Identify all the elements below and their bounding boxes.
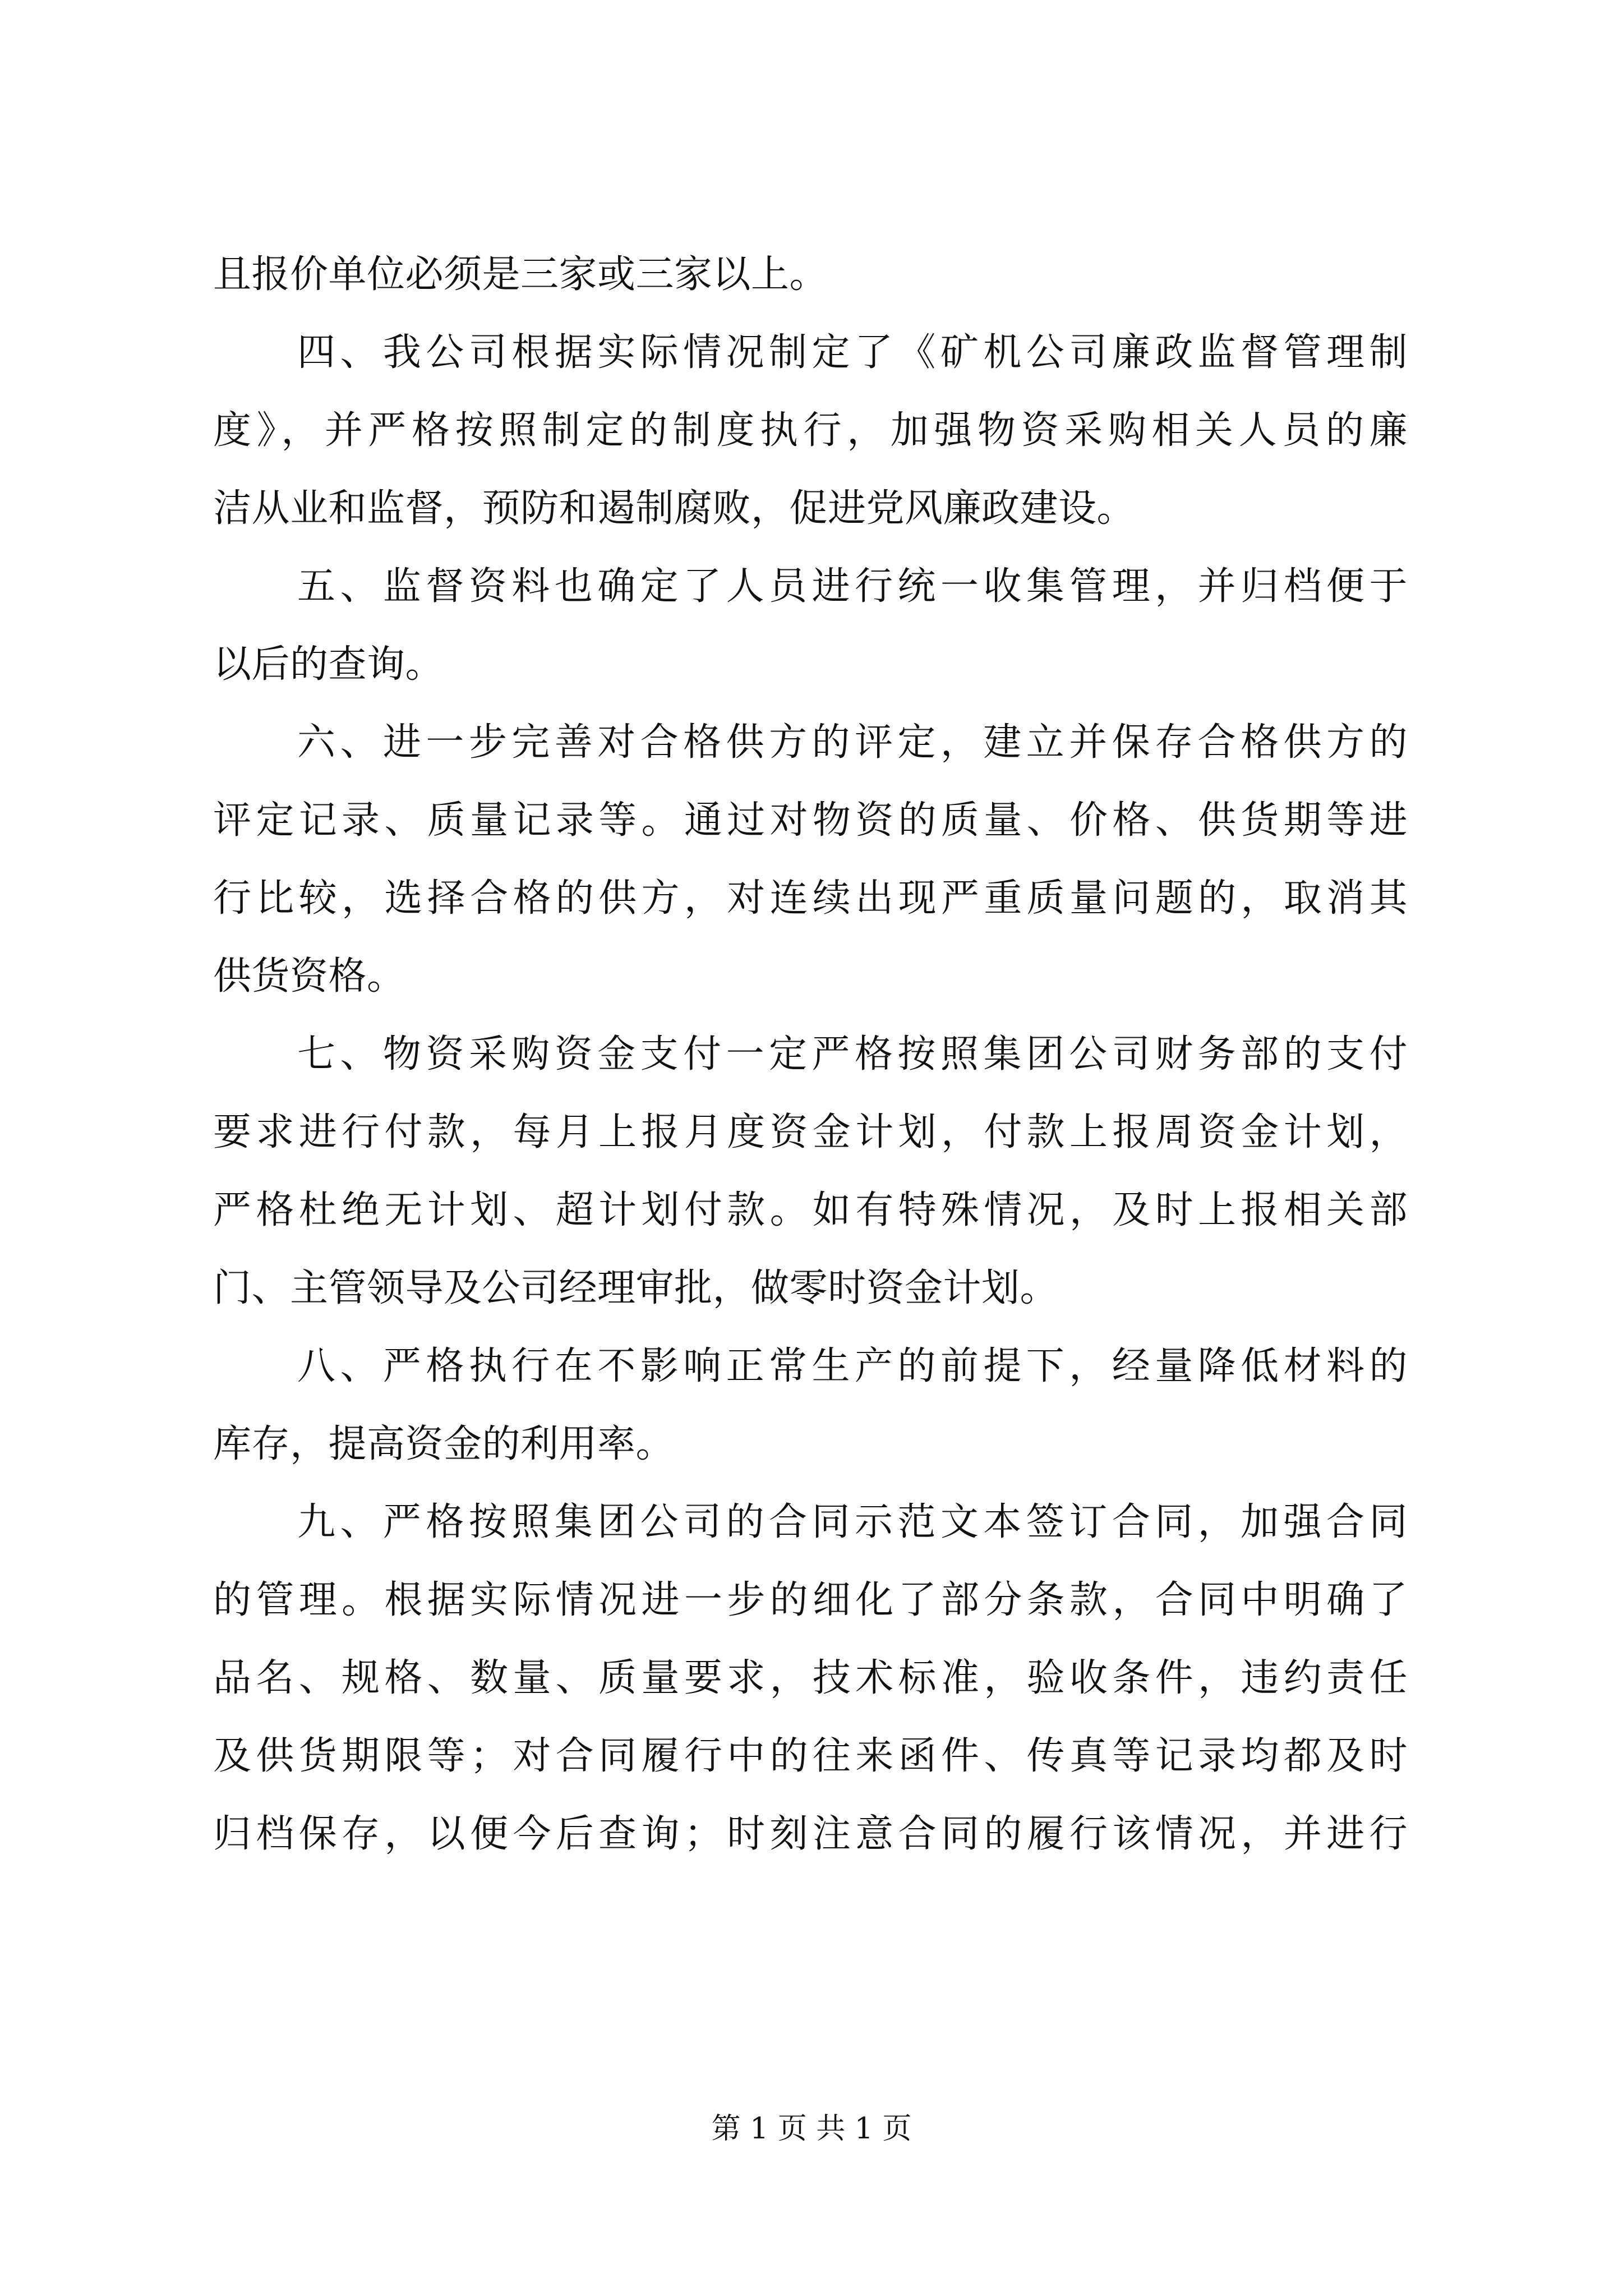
text-line: 及供货期限等；对合同履行中的往来函件、传真等记录均都及时 bbox=[213, 1734, 1408, 1778]
text-line: 评定记录、质量记录等。通过对物资的质量、价格、供货期等进 bbox=[213, 798, 1408, 843]
text-line: 归档保存，以便今后查询；时刻注意合同的履行该情况，并进行 bbox=[213, 1812, 1408, 1856]
text-line: 供货资格。 bbox=[213, 954, 405, 999]
text-line: 严格杜绝无计划、超计划付款。如有特殊情况，及时上报相关部 bbox=[213, 1188, 1408, 1232]
text-line: 的管理。根据实际情况进一步的细化了部分条款，合同中明确了 bbox=[213, 1578, 1408, 1622]
text-line: 洁从业和监督，预防和遏制腐败，促进党风廉政建设。 bbox=[213, 486, 1136, 531]
text-line: 六、进一步完善对合格供方的评定，建立并保存合格供方的 bbox=[297, 720, 1408, 765]
text-line: 要求进行付款，每月上报月度资金计划，付款上报周资金计划， bbox=[213, 1110, 1408, 1154]
text-line: 七、物资采购资金支付一定严格按照集团公司财务部的支付 bbox=[297, 1032, 1408, 1076]
text-line: 以后的查询。 bbox=[213, 642, 444, 687]
text-line: 行比较，选择合格的供方，对连续出现严重质量问题的，取消其 bbox=[213, 876, 1408, 921]
text-line: 度》，并严格按照制定的制度执行，加强物资采购相关人员的廉 bbox=[213, 408, 1408, 453]
text-line: 门、主管领导及公司经理审批，做零时资金计划。 bbox=[213, 1266, 1059, 1310]
page-number-footer: 第 1 页 共 1 页 bbox=[711, 2112, 912, 2146]
text-line: 九、严格按照集团公司的合同示范文本签订合同，加强合同 bbox=[297, 1500, 1408, 1544]
text-line: 库存，提高资金的利用率。 bbox=[213, 1422, 675, 1466]
text-line: 八、严格执行在不影响正常生产的前提下，经量降低材料的 bbox=[297, 1344, 1408, 1388]
document-body bbox=[213, 236, 1408, 1873]
text-line: 且报价单位必须是三家或三家以上。 bbox=[213, 252, 828, 297]
text-line: 五、监督资料也确定了人员进行统一收集管理，并归档便于 bbox=[297, 564, 1408, 609]
text-line: 品名、规格、数量、质量要求，技术标准，验收条件，违约责任 bbox=[213, 1656, 1408, 1700]
text-line: 四、我公司根据实际情况制定了《矿机公司廉政监督管理制 bbox=[297, 330, 1408, 375]
